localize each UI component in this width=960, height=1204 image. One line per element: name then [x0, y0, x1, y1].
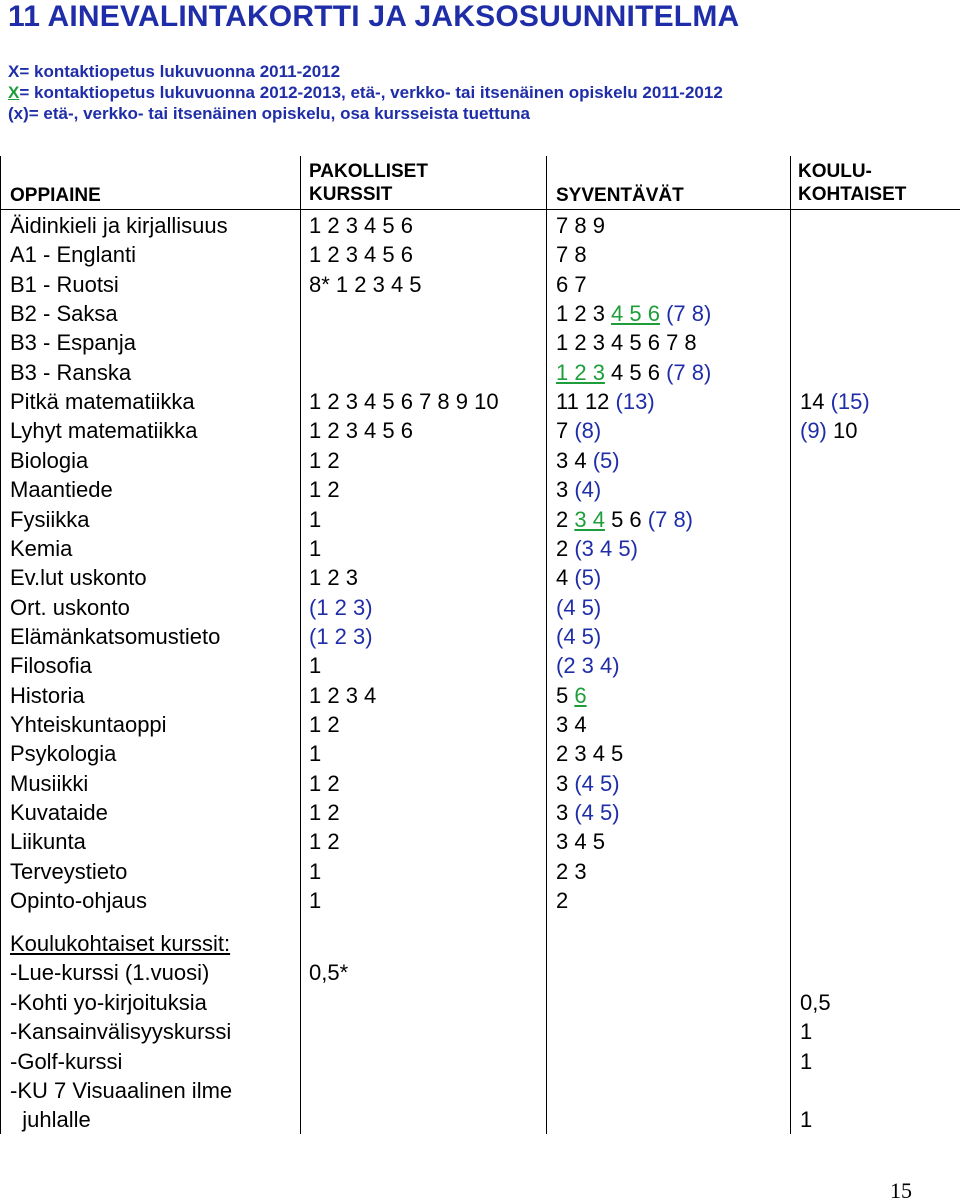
table-row [0, 593, 960, 622]
table-row [0, 446, 960, 475]
subject-name: Elämänkatsomustieto [10, 623, 221, 649]
mandatory-courses [309, 593, 373, 622]
school-course-name: -Lue-kurssi (1.vuosi) [10, 960, 210, 986]
course-segment: 4 [556, 565, 575, 591]
school-course-credits: 0,5 [800, 989, 831, 1015]
table-row [0, 827, 960, 856]
course-segment: (1 2 3) [309, 594, 373, 620]
course-segment: 1 2 [309, 800, 340, 825]
table-row [0, 710, 960, 739]
mandatory-courses [309, 798, 340, 827]
mandatory-courses [309, 622, 373, 651]
mandatory-courses [309, 475, 340, 504]
school-course-credits: 1 [800, 1107, 813, 1133]
table-row [0, 475, 960, 504]
advanced-courses [556, 857, 587, 886]
table-row [0, 416, 960, 445]
header-pakolliset-line1: PAKOLLISET [309, 161, 428, 182]
header-oppiaine: OPPIAINE [10, 185, 101, 206]
advanced-courses [556, 710, 587, 739]
course-segment: (5) [574, 565, 602, 591]
school-course-name: juhlalle [10, 1107, 91, 1133]
school-course-row [0, 1105, 960, 1134]
page-number: 15 [890, 1178, 912, 1203]
subject-name: Kemia [10, 535, 73, 561]
advanced-courses [556, 886, 568, 915]
subject-name: Äidinkieli ja kirjallisuus [10, 213, 228, 238]
subject-name: Musiikki [10, 770, 89, 796]
mandatory-courses [309, 563, 358, 592]
subject-name: Opinto-ohjaus [10, 888, 147, 914]
course-segment: (4 5) [574, 770, 620, 796]
course-segment: 2 3 4 5 [556, 741, 624, 767]
course-segment: 6 [574, 682, 587, 708]
course-segment: 2 [556, 888, 569, 914]
advanced-courses [556, 211, 605, 240]
course-segment: 1 [309, 653, 322, 679]
course-segment: (1 2 3) [309, 623, 373, 649]
course-segment: (4 5) [556, 623, 602, 649]
mandatory-courses [309, 681, 376, 710]
page-title: 11 AINEVALINTAKORTTI JA JAKSOSUUNNITELMA [8, 0, 740, 33]
course-segment: (7 8) [666, 359, 712, 385]
mandatory-courses [309, 270, 422, 299]
course-segment: (8) [574, 418, 602, 444]
advanced-courses [556, 798, 620, 827]
mandatory-courses [309, 505, 321, 534]
table-row [0, 739, 960, 768]
course-segment: 1 2 [309, 447, 340, 473]
course-segment: (15) [830, 389, 870, 415]
advanced-courses [556, 358, 711, 387]
table-row [0, 211, 960, 240]
course-segment: 3 4 [574, 506, 605, 532]
advanced-courses [556, 739, 623, 768]
subject-name: Historia [10, 682, 85, 708]
course-segment: (5) [592, 447, 620, 473]
course-segment: 4 5 6 [611, 301, 660, 327]
course-segment: 1 [309, 888, 322, 914]
course-segment: 3 [556, 770, 575, 796]
legend-line-3: (x)= etä-, verkko- tai itsenäinen opiskelu, osa kursseista tuettuna [8, 104, 530, 123]
course-segment: 1 2 3 4 5 6 [309, 418, 413, 444]
advanced-courses [556, 769, 620, 798]
subject-name: Lyhyt matematiikka [10, 418, 198, 444]
advanced-courses [556, 416, 601, 445]
course-segment: 1 2 [309, 770, 340, 796]
school-course-row [0, 1076, 960, 1105]
mandatory-courses [309, 446, 340, 475]
subject-name: Liikunta [10, 829, 86, 855]
header-syventavat: SYVENTÄVÄT [556, 185, 684, 206]
advanced-courses [556, 651, 620, 680]
course-segment: 10 [826, 418, 858, 444]
course-segment: 1 2 3 4 [309, 682, 377, 708]
course-segment: (7 8) [666, 301, 712, 327]
table-row [0, 798, 960, 827]
school-specific-courses [800, 416, 857, 445]
course-segment: 1 2 3 4 5 6 7 8 9 10 [309, 389, 499, 415]
advanced-courses [556, 387, 655, 416]
legend-x-marker: X [8, 83, 20, 102]
advanced-courses [556, 534, 638, 563]
course-segment: (4 5) [556, 594, 602, 620]
subject-name: Biologia [10, 447, 89, 473]
school-course-mandatory: 0,5* [309, 960, 349, 986]
course-segment: (2 3 4) [556, 653, 620, 679]
course-segment: 3 [556, 800, 575, 825]
header-pakolliset [309, 160, 428, 206]
course-segment: (7 8) [647, 506, 694, 532]
course-segment: 1 [309, 535, 322, 561]
course-segment: 3 [556, 477, 575, 503]
school-course-row [0, 988, 960, 1017]
header-koulukohtaiset [798, 160, 906, 206]
advanced-courses [556, 827, 605, 856]
school-course-row [0, 958, 960, 987]
subject-name: Terveystieto [10, 858, 128, 884]
subject-name: B2 - Saksa [10, 301, 118, 327]
school-courses-heading: Koulukohtaiset kurssit: [10, 931, 231, 956]
mandatory-courses [309, 710, 340, 739]
table-row [0, 328, 960, 357]
course-segment: 1 2 3 4 5 6 [309, 213, 413, 238]
table-row [0, 651, 960, 680]
table-row [0, 240, 960, 269]
advanced-courses [556, 328, 697, 357]
header-divider [0, 209, 960, 210]
course-segment: 1 2 3 4 5 6 [309, 242, 413, 268]
course-segment: 1 2 3 4 5 6 7 8 [556, 330, 697, 356]
advanced-courses [556, 446, 620, 475]
advanced-courses [556, 593, 601, 622]
course-segment: (13) [615, 389, 655, 415]
mandatory-courses [309, 387, 499, 416]
table-row [0, 886, 960, 915]
table-row [0, 505, 960, 534]
table-row [0, 387, 960, 416]
table-row [0, 769, 960, 798]
advanced-courses [556, 622, 601, 651]
subject-name: B1 - Ruotsi [10, 271, 119, 297]
legend-line-1: X= kontaktiopetus lukuvuonna 2011-2012 [8, 62, 341, 81]
course-segment: 3 4 5 [556, 829, 605, 855]
course-segment: 14 [800, 389, 831, 415]
course-segment: 6 7 [556, 271, 587, 297]
course-segment: 8* 1 2 3 4 5 [309, 271, 422, 297]
subject-name: Ev.lut uskonto [10, 565, 147, 591]
school-course-name: -KU 7 Visuaalinen ilme [10, 1078, 233, 1103]
advanced-courses [556, 505, 693, 534]
mandatory-courses [309, 211, 413, 240]
course-segment: 1 2 3 [556, 301, 612, 327]
school-course-row [0, 1047, 960, 1076]
subject-name: Fysiikka [10, 506, 90, 532]
subject-name: Psykologia [10, 741, 117, 767]
school-course-name: -Kansainvälisyyskurssi [10, 1019, 232, 1045]
subject-name: A1 - Englanti [10, 242, 136, 268]
school-courses-heading-row [0, 929, 960, 958]
table-row [0, 358, 960, 387]
subject-name: Yhteiskuntaoppi [10, 711, 167, 737]
course-segment: 1 2 3 [309, 565, 358, 591]
advanced-courses [556, 270, 587, 299]
legend-line-2 [8, 83, 723, 103]
subject-name: Maantiede [10, 477, 113, 503]
course-segment: (4) [574, 477, 602, 503]
table-row [0, 299, 960, 328]
course-segment: 1 2 3 [556, 359, 605, 385]
header-koulu-line1: KOULU- [798, 161, 872, 182]
advanced-courses [556, 475, 601, 504]
course-segment: 7 8 9 [556, 213, 605, 238]
advanced-courses [556, 681, 587, 710]
mandatory-courses [309, 416, 413, 445]
advanced-courses [556, 563, 601, 592]
advanced-courses [556, 240, 587, 269]
subject-name: B3 - Ranska [10, 359, 132, 385]
subject-name: Filosofia [10, 653, 92, 679]
school-course-name: -Kohti yo-kirjoituksia [10, 989, 207, 1015]
subject-name: Pitkä matematiikka [10, 389, 195, 415]
course-segment: 1 2 [309, 711, 340, 737]
mandatory-courses [309, 769, 340, 798]
subject-name: B3 - Espanja [10, 330, 136, 356]
course-segment: 4 5 6 [604, 359, 667, 385]
mandatory-courses [309, 534, 321, 563]
course-segment: 1 2 [309, 829, 340, 855]
course-segment: 5 [556, 682, 575, 708]
course-segment: 7 8 [556, 242, 587, 268]
table-row [0, 681, 960, 710]
mandatory-courses [309, 857, 321, 886]
table-row [0, 270, 960, 299]
course-segment: 2 [556, 506, 575, 532]
course-segment: 1 2 [309, 477, 340, 503]
course-segment: 3 4 [556, 711, 587, 737]
course-segment: (3 4 5) [574, 535, 638, 561]
subject-name: Ort. uskonto [10, 594, 130, 620]
course-segment: 3 4 [556, 447, 593, 473]
school-course-credits: 1 [800, 1019, 813, 1045]
mandatory-courses [309, 886, 321, 915]
course-segment: 11 12 [556, 389, 616, 415]
course-segment: 1 [309, 506, 322, 532]
mandatory-courses [309, 651, 321, 680]
table-row [0, 857, 960, 886]
mandatory-courses [309, 827, 340, 856]
course-segment: 2 3 [556, 858, 587, 884]
school-course-credits: 1 [800, 1048, 813, 1074]
course-segment: (9) [800, 418, 827, 444]
table-row [0, 563, 960, 592]
school-course-row [0, 1017, 960, 1046]
table-row [0, 534, 960, 563]
header-pakolliset-line2: KURSSIT [309, 184, 393, 205]
course-segment: 2 [556, 535, 575, 561]
course-segment: 7 [556, 418, 575, 444]
legend-line-2-text: = kontaktiopetus lukuvuonna 2012-2013, etä-, verkko- tai itsenäinen opiskelu 2011-2012 [19, 83, 723, 102]
subject-name: Kuvataide [10, 800, 108, 825]
header-koulu-line2: KOHTAISET [798, 184, 907, 205]
mandatory-courses [309, 739, 321, 768]
course-segment: (4 5) [574, 800, 620, 825]
advanced-courses [556, 299, 711, 328]
school-course-name: -Golf-kurssi [10, 1048, 123, 1074]
table-row [0, 622, 960, 651]
mandatory-courses [309, 240, 413, 269]
course-segment: 1 [309, 741, 322, 767]
course-segment: 5 6 [604, 506, 648, 532]
school-specific-courses [800, 387, 870, 416]
course-segment: 1 [309, 858, 322, 884]
